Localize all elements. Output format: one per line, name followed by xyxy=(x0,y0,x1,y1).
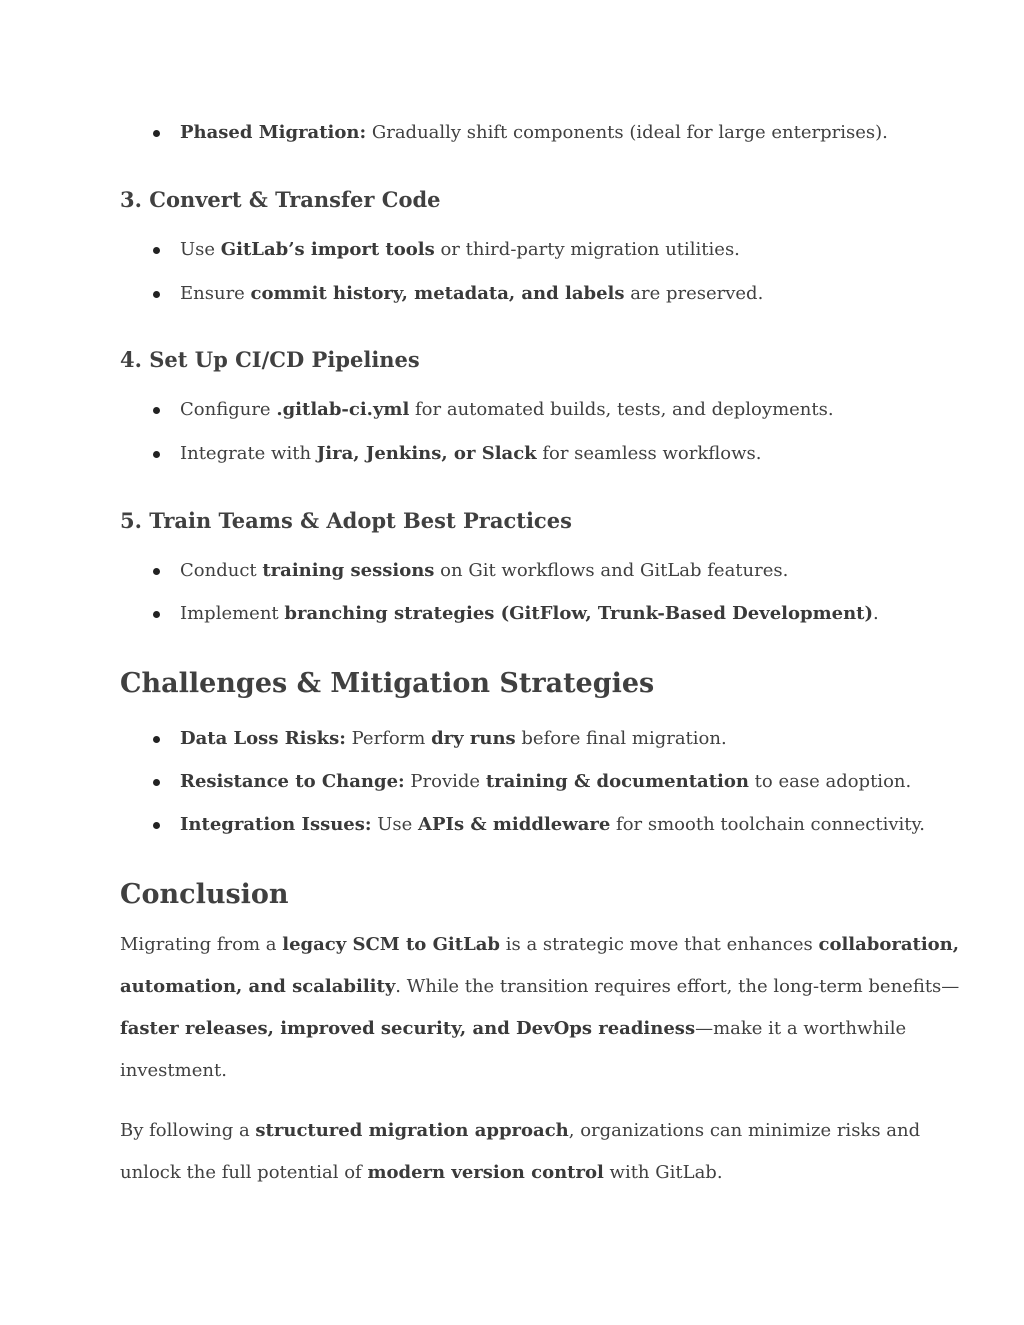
section-title: Challenges & Mitigation Strategies xyxy=(120,668,655,699)
section-title: Conclusion xyxy=(120,879,289,910)
section-heading: 4. Set Up CI/CD Pipelines xyxy=(120,347,420,372)
paragraph-line: investment. xyxy=(120,1060,227,1081)
bullet-icon xyxy=(153,451,160,458)
paragraph-line: unlock the full potential of modern version control with GitLab. xyxy=(120,1162,723,1183)
bullet-icon xyxy=(153,247,160,254)
bullet-icon xyxy=(153,736,160,743)
document-page: Phased Migration: Gradually shift components (ideal for large enterprises). 3. Convert & Transfer Code Use GitLab’s import tools or third-party migration utilities. Ensure commit history, metadata, and labels are preserved. 4. Set Up CI/CD Pipelines Configure .gitlab-ci.yml for automated builds, tests, and deployments. Integrate with Jira, Jenkins, or Slack for seamless workflows. 5. Train Teams & Adopt Best Practices Conduct training sessions on Git workflows and GitLab features. Implement branching strategies (GitFlow, Trunk-Based Development). Challenges & Mitigation Strategies Data Loss Risks: Perform dry runs before final migration. Resistance to Change: Provide training & documentation to ease adoption. Integration Issues: Use APIs & middleware for smooth toolchain connectivity. Conclusion Migrating from a legacy SCM to GitLab is a strategic move that enhances collaboration, automation, and scalability. While the transition requires effort, the long-term benefits— faster releases, improved security, and DevOps readiness—make it a worthwhile investment. By following a structured migration approach, organizations can minimize risks and unlock the full potential of modern version control with GitLab. xyxy=(120,122,960,1183)
bullet-icon xyxy=(153,822,160,829)
bullet-label: Phased Migration: xyxy=(180,122,367,143)
paragraph-line: faster releases, improved security, and DevOps readiness—make it a worthwhile xyxy=(120,1018,907,1039)
paragraph-line: By following a structured migration approach, organizations can minimize risks and xyxy=(120,1120,921,1141)
bullet-icon xyxy=(153,407,160,414)
bullet-icon xyxy=(153,130,160,137)
paragraph-line: automation, and scalability. While the transition requires effort, the long-term benefits— xyxy=(120,976,960,997)
bullet-icon xyxy=(153,568,160,575)
paragraph-line: Migrating from a legacy SCM to GitLab is a strategic move that enhances collaboration, xyxy=(120,934,960,955)
bullet-icon xyxy=(153,611,160,618)
section-heading: 3. Convert & Transfer Code xyxy=(120,187,441,212)
section-heading: 5. Train Teams & Adopt Best Practices xyxy=(120,508,572,533)
bullet-icon xyxy=(153,291,160,298)
bullet-icon xyxy=(153,779,160,786)
